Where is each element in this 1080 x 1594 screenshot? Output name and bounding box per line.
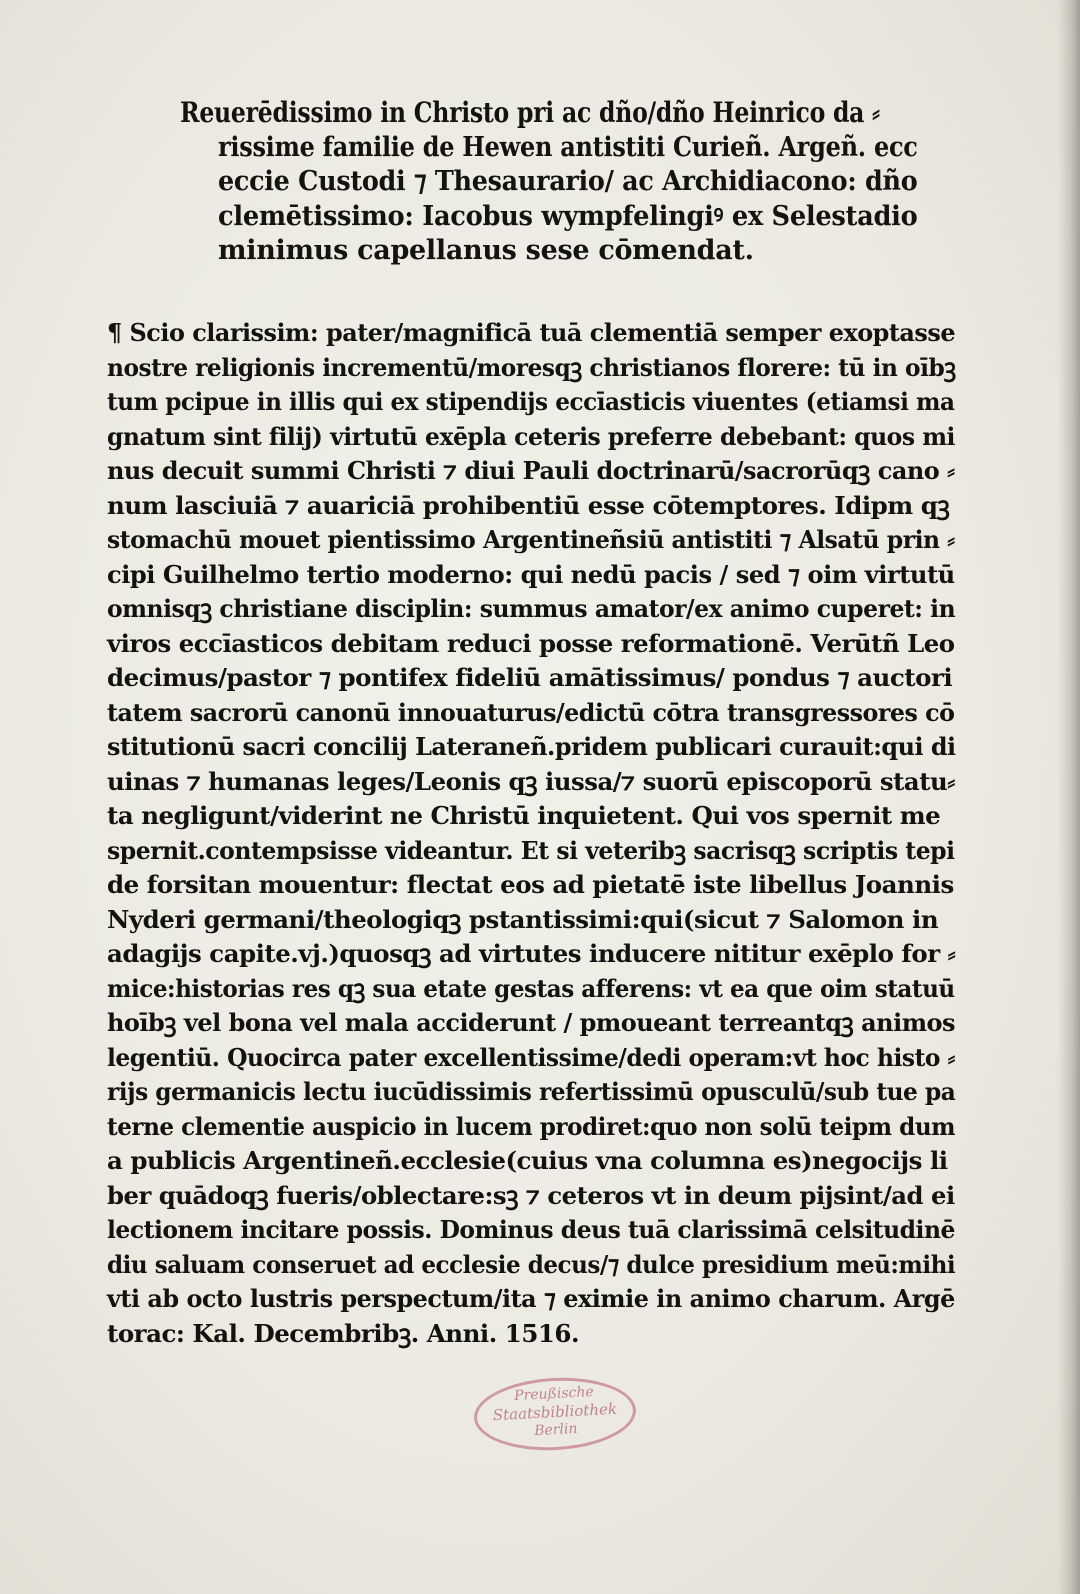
body-line: decimus/pastor ⁊ pontifex fideliū amātissimus/ pondus ⁊ auctori [107, 663, 953, 692]
letter-body [107, 316, 967, 1351]
body-line: gnatum sint filij) virtutū exēpla ceteris preferre debebant: quos mi [107, 421, 955, 451]
body-line: vti ab octo lustris perspectum/ita ⁊ eximie in animo charum. Argē [107, 1284, 955, 1313]
stamp-line: Staatsbibliothek [492, 1399, 618, 1425]
body-line: uinas ⁊ humanas leges/Leonis qꝫ iussa/⁊ suorū episcoporū statu⸗ [107, 766, 955, 796]
library-stamp [472, 1374, 638, 1454]
body-line: Nyderi germani/theologiqꝫ pstantissimi:qui(sicut ⁊ Salomon in [107, 904, 939, 934]
dedication-line: eccie Custodi ⁊ Thesaurario/ ac Archidiacono: dño [218, 166, 918, 197]
body-line: spernit.contempsisse videantur. Et si veteribꝫ sacrisqꝫ scriptis tepi [107, 835, 955, 865]
body-line: ¶ Scio clarissim: pater/magnificā tuā clementiā semper exoptasse [107, 318, 956, 347]
body-line: terne clementie auspicio in lucem prodiret:quo non solū teipm dum [107, 1111, 956, 1141]
body-line: torac: Kal. Decembribꝫ. Anni. 1516. [107, 1318, 580, 1348]
body-line: omnisqꝫ christiane disciplin: summus amator/ex animo cuperet: in [107, 594, 956, 623]
dedication-line: clemētissimo: Iacobus wympfelingiꝰ ex Selestadio [218, 200, 918, 232]
stamp-line: Preußische [513, 1383, 595, 1405]
body-line: lectionem incitare possis. Dominus deus tuā clarissimā celsitudinē [107, 1215, 955, 1244]
body-line: ber quādoqꝫ fueris/oblectare:sꝫ ⁊ ceteros vt in deum pijsint/ad ei [107, 1180, 955, 1210]
body-line: stomachū mouet pientissimo Argentineñsiū antistiti ⁊ Alsatū prin ⸗ [107, 525, 955, 554]
dedication-line: rissime familie de Hewen antistiti Curieñ. Argeñ. ecc [218, 131, 918, 163]
body-line: viros eccīasticos debitam reduci posse reformationē. Verūtñ Leo [107, 628, 955, 658]
body-line: ta negligunt/viderint ne Christū inquietent. Qui vos spernit me [107, 801, 941, 830]
body-line: a publicis Argentineñ.ecclesie(cuius vna columna es)negocijs li [107, 1146, 948, 1175]
body-line: nostre religionis incrementū/moresqꝫ christianos florere: tū in oībꝫ [107, 352, 956, 382]
page-edge-shadow [1058, 0, 1080, 1594]
body-line: mice:historias res qꝫ sua etate gestas afferens: vt ea que oim statuū [107, 973, 955, 1003]
dedication-line: Reuerēdissimo in Christo pri ac dño/dño Heinrico da ⸗ [180, 96, 880, 129]
body-line: cipi Guilhelmo tertio moderno: qui nedū pacis / sed ⁊ oim virtutū [107, 559, 955, 589]
dedication-line: minimus capellanus sese cōmendat. [218, 235, 754, 266]
body-line: tatem sacrorū canonū innouaturus/edictū cōtra transgressores cō [107, 697, 955, 727]
body-line: stitutionū sacri concilij Lateraneñ.pridem publicari curauit:qui di [107, 732, 956, 761]
dedication-heading [180, 96, 918, 269]
body-line: tum pcipue in illis qui ex stipendijs eccīasticis viuentes (etiamsi ma [107, 387, 955, 416]
body-line: de forsitan mouentur: flectat eos ad pietatē iste libellus Joannis [107, 870, 954, 899]
stamp-line: Berlin [533, 1420, 578, 1440]
body-line: adagijs capite.vj.)quosqꝫ ad virtutes inducere nititur exēplo for ⸗ [107, 939, 956, 968]
body-line: hoībꝫ vel bona vel mala acciderunt / pmoueant terreantqꝫ animos [107, 1008, 956, 1037]
body-line: nus decuit summi Christi ⁊ diui Pauli doctrinarū/sacrorūqꝫ cano ⸗ [107, 456, 955, 485]
body-line: rijs germanicis lectu iucūdissimis refertissimū opusculū/sub tue pa [107, 1077, 956, 1106]
body-line: num lasciuiā ⁊ auariciā prohibentiū esse cōtemptores. Idipm qꝫ [107, 490, 950, 520]
body-line: legentiū. Quocirca pater excellentissime/dedi operam:vt hoc histo ⸗ [107, 1042, 955, 1072]
body-line: diu saluam conseruet ad ecclesie decus/⁊ dulce presidium meū:mihi [107, 1249, 956, 1279]
